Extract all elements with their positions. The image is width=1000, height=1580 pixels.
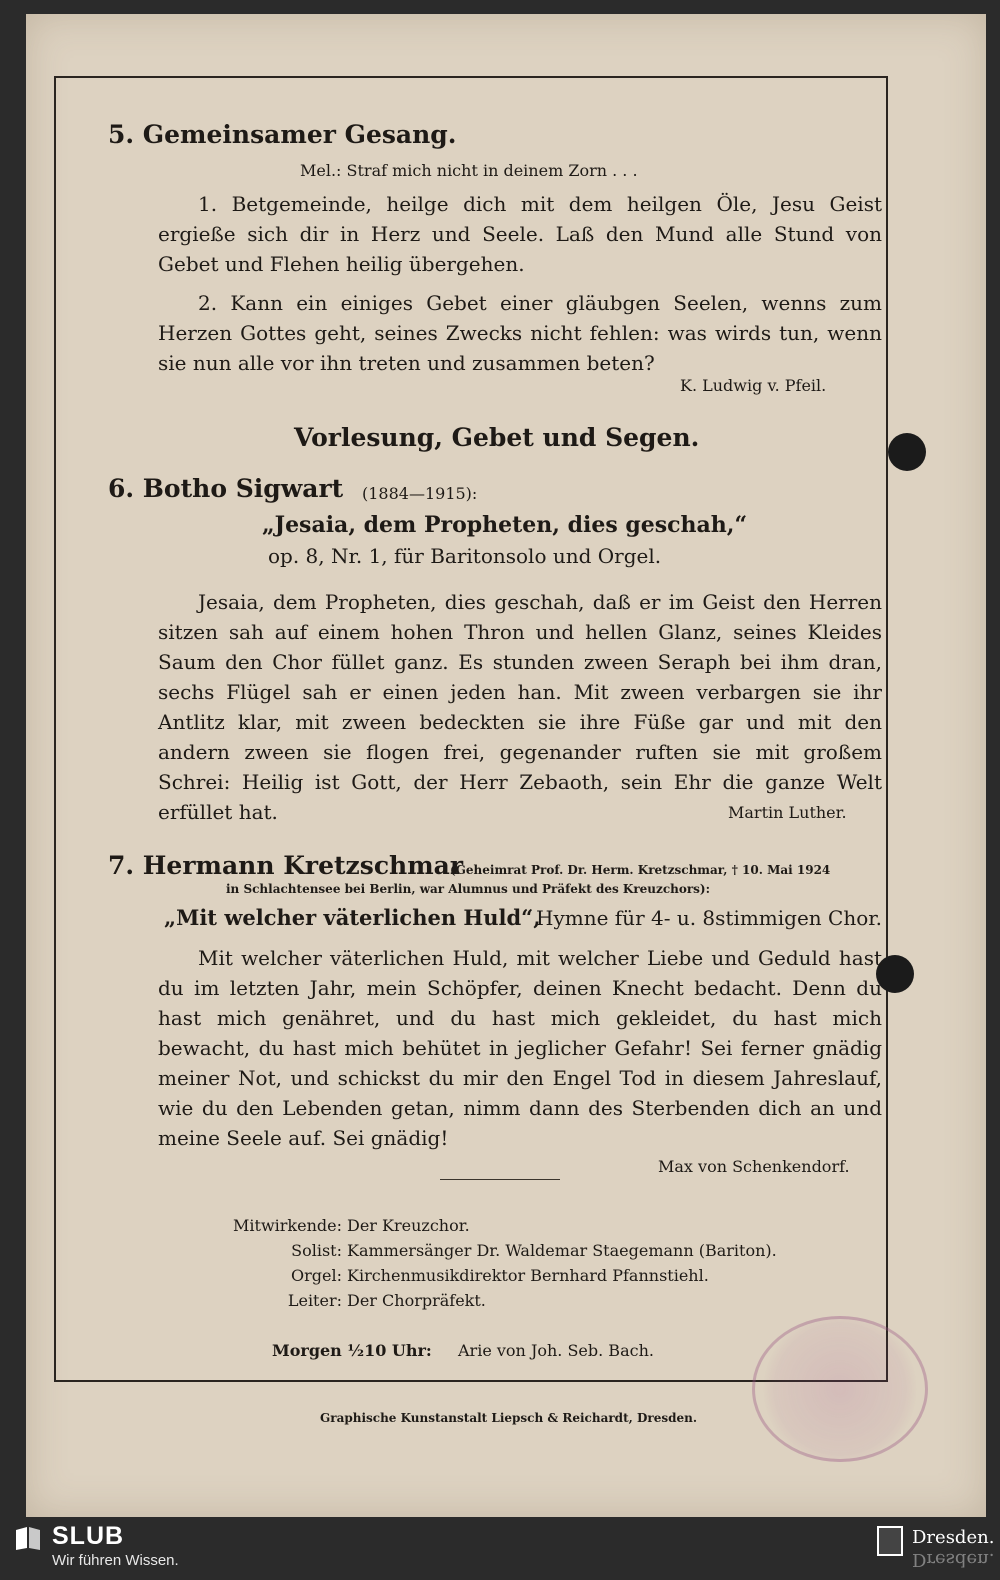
section-7-work-desc: Hymne für 4- u. 8stimmigen Chor. bbox=[536, 906, 882, 930]
section-6-work-title: „Jesaia, dem Propheten, dies geschah,“ bbox=[262, 512, 748, 538]
morning-text: Arie von Joh. Seb. Bach. bbox=[458, 1341, 654, 1360]
book-icon bbox=[14, 1524, 42, 1552]
section-7-text: Mit welcher väterlichen Huld, mit welcher Liebe und Geduld hast du im letzten Jahr, mein Schöpfer, deinen Knecht bedacht. Denn du hast mich genähret, und du hast mich gekleidet, du hast mich bewacht, du hast mich behütet in jeglicher Gefahr! Sei ferner gnädig meiner Not, und schickst du mir den Engel Tod in diesem Jahreslauf, wie du den Lebenden getan, nimm dann des Sterbenden dich an und meine Seele auf. Sei gnädig! bbox=[158, 946, 882, 1150]
credit-name: Der Kreuzchor. bbox=[347, 1216, 470, 1235]
credit-name: Der Chorpräfekt. bbox=[347, 1291, 486, 1310]
footer-bar bbox=[0, 1520, 1000, 1580]
section-5-title: 5. Gemeinsamer Gesang. bbox=[108, 120, 457, 149]
section-7-title: 7. Hermann Kretzschmar bbox=[108, 851, 464, 880]
credit-name: Kirchenmusikdirektor Bernhard Pfannstiehl. bbox=[347, 1266, 709, 1285]
morning-label: Morgen ½10 Uhr: bbox=[272, 1341, 432, 1360]
divider bbox=[440, 1179, 560, 1180]
slub-tagline: Wir führen Wissen. bbox=[52, 1552, 179, 1569]
section-5-melody: Mel.: Straf mich nicht in deinem Zorn . . . bbox=[300, 161, 638, 180]
dresden-logo-reflection: Dresden. bbox=[912, 1549, 995, 1570]
credit-role: Orgel: bbox=[291, 1266, 342, 1285]
dresden-logo-text[interactable]: Dresden. bbox=[912, 1527, 995, 1548]
section-6-author: Martin Luther. bbox=[728, 803, 847, 822]
dresden-crest-icon bbox=[877, 1526, 903, 1556]
library-stamp bbox=[752, 1316, 928, 1462]
section-6-years: (1884—1915): bbox=[362, 484, 478, 503]
section-6-text: Jesaia, dem Propheten, dies geschah, daß er im Geist den Herren sitzen sah auf einem hohen Thron und hellen Glanz, seines Kleides Saum den Chor füllet ganz. Es stunden zween Seraph bei ihm dran, sechs Flügel sah er einen jeden han. Mit zween verbargen sie ihr Antlitz klar, mit zween bedeckten sie ihre Füße gar und mit den andern zween sie flogen frei, gegenander ruften sie mit großem Schrei: Heilig ist Gott, der Herr Zebaoth, sein Ehr die ganze Welt erfüllet hat. bbox=[158, 590, 882, 824]
section-5-author: K. Ludwig v. Pfeil. bbox=[680, 376, 827, 395]
credit-role: Solist: bbox=[291, 1241, 342, 1260]
section-7-author: Max von Schenkendorf. bbox=[658, 1157, 850, 1176]
section-6-opus: op. 8, Nr. 1, für Baritonsolo und Orgel. bbox=[268, 544, 662, 568]
credit-role: Leiter: bbox=[287, 1291, 342, 1310]
section-7-note-line-1: (Geheimrat Prof. Dr. Herm. Kretzschmar, † 10. Mai 1924 bbox=[450, 863, 831, 877]
punch-hole bbox=[888, 433, 926, 471]
credit-name: Kammersänger Dr. Waldemar Staegemann (Bariton). bbox=[347, 1241, 777, 1260]
printer-imprint: Graphische Kunstanstalt Liepsch & Reichardt, Dresden. bbox=[320, 1411, 698, 1425]
section-6-title: 6. Botho Sigwart bbox=[108, 474, 344, 503]
credit-role: Mitwirkende: bbox=[233, 1216, 342, 1235]
interlude-heading: Vorlesung, Gebet und Segen. bbox=[294, 423, 700, 452]
section-5-verse-1: 1. Betgemeinde, heilge dich mit dem heilgen Öle, Jesu Geist ergieße sich dir in Herz und Seele. Laß den Mund alle Stund von Gebet und Flehen heilig übergehen. bbox=[158, 192, 882, 276]
section-5-verse-2: 2. Kann ein einiges Gebet einer gläubgen Seelen, wenns zum Herzen Gottes geht, seines Zwecks nicht fehlen: was wirds tun, wenn sie nun alle vor ihn treten und zusammen beten? bbox=[158, 291, 882, 375]
section-7-note-line-2: in Schlachtensee bei Berlin, war Alumnus und Präfekt des Kreuzchors): bbox=[226, 882, 711, 896]
section-7-work-title: „Mit welcher väterlichen Huld“, bbox=[164, 905, 541, 930]
slub-brand[interactable]: SLUB bbox=[52, 1522, 125, 1550]
